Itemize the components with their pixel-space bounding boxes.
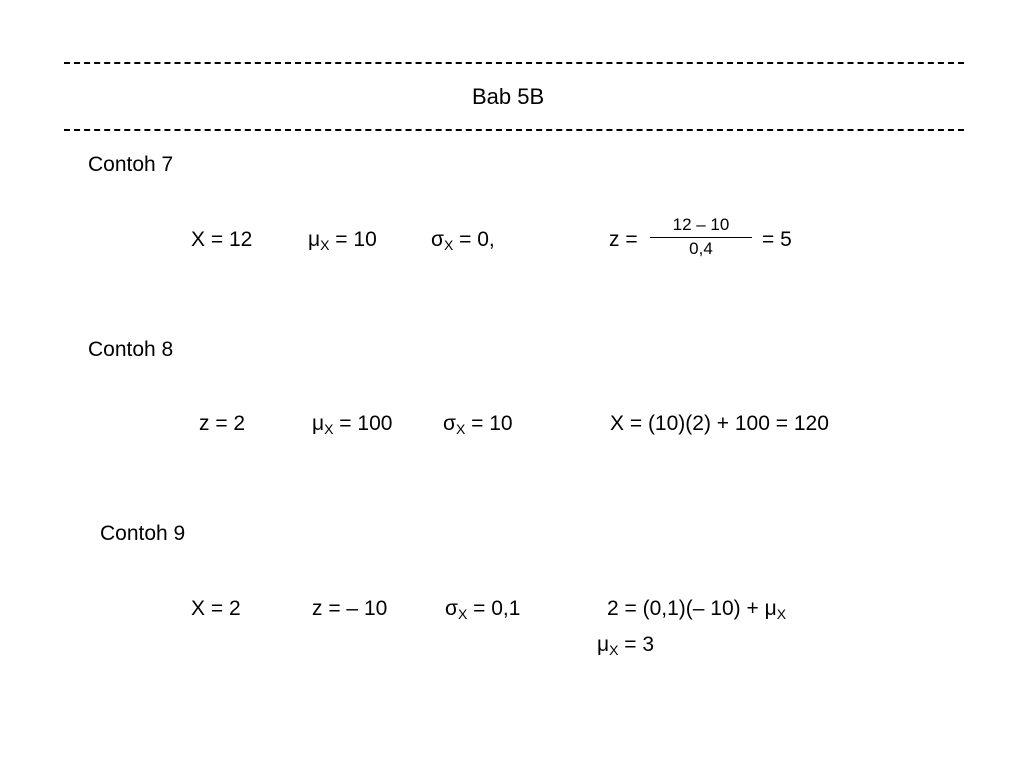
contoh-7-z-lhs: z = [609, 228, 638, 251]
equation-text: 2 = (0,1)(– 10) + μ [607, 597, 777, 620]
fraction-denominator: 0,4 [689, 239, 713, 258]
contoh-8-sigma [443, 412, 513, 436]
sigma-symbol: σ [443, 412, 456, 435]
page-title: Bab 5B [472, 84, 545, 109]
contoh-9-x-value: X = 2 [191, 597, 241, 620]
sigma-subscript: X [457, 606, 468, 622]
sigma-subscript: X [443, 237, 454, 253]
contoh-7-fraction [650, 215, 752, 259]
mu-value: = 10 [329, 228, 377, 251]
contoh-8-heading: Contoh 8 [88, 338, 174, 361]
contoh-7-mu [308, 228, 377, 252]
mu-symbol: μ [308, 228, 321, 251]
fraction-bar [650, 237, 752, 238]
contoh-9-sigma [445, 597, 520, 621]
mu-subscript: X [320, 237, 330, 253]
mu-value: = 100 [333, 412, 393, 435]
sigma-value: = 0, [453, 228, 495, 251]
contoh-8-x-equation: X = (10)(2) + 100 = 120 [610, 412, 829, 435]
mu-subscript: X [609, 642, 619, 658]
contoh-9-heading: Contoh 9 [100, 522, 186, 545]
contoh-9-z-value: z = – 10 [312, 597, 388, 620]
mu-value: = 3 [618, 633, 655, 656]
fraction-numerator: 12 – 10 [672, 215, 730, 234]
sigma-symbol: σ [431, 228, 444, 251]
contoh-7-heading: Contoh 7 [88, 153, 174, 176]
top-dashed-divider [64, 62, 964, 68]
sigma-value: = 10 [465, 412, 513, 435]
mu-subscript: X [776, 606, 787, 622]
contoh-9-equation-1 [607, 597, 786, 621]
contoh-9-equation-2 [597, 633, 654, 657]
sigma-symbol: σ [445, 597, 458, 620]
contoh-8-mu [312, 412, 392, 436]
contoh-7-sigma [431, 228, 495, 252]
mu-symbol: μ [597, 633, 610, 656]
bottom-dashed-divider [64, 129, 964, 135]
sigma-value: = 0,1 [467, 597, 521, 620]
sigma-subscript: X [455, 421, 466, 437]
contoh-7-x-value: X = 12 [191, 228, 253, 251]
contoh-8-z-value: z = 2 [199, 412, 246, 435]
contoh-7-z-rhs: = 5 [762, 228, 792, 251]
mu-symbol: μ [312, 412, 325, 435]
mu-subscript: X [324, 421, 334, 437]
